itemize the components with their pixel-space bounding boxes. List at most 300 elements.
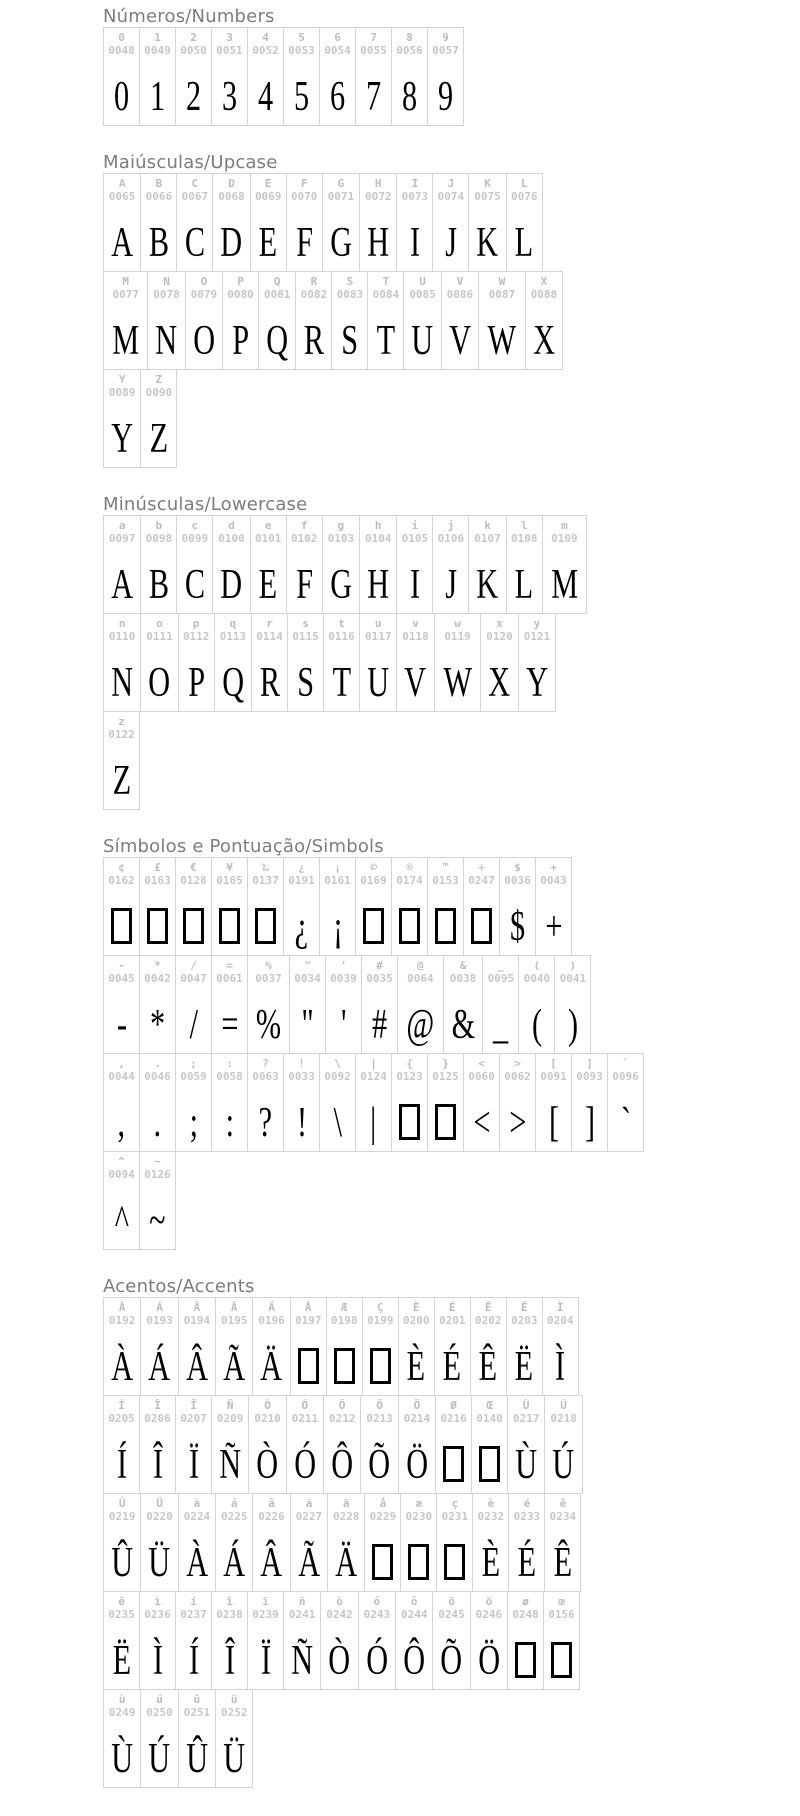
glyph-area: [145, 545, 173, 613]
glyph: <: [472, 1100, 491, 1146]
cell-char-label: Ó: [301, 1399, 309, 1412]
cell-code-label: 0056: [396, 44, 423, 57]
missing-glyph-box: [435, 1104, 456, 1140]
cell-code-label: 0205: [108, 1412, 135, 1425]
glyph-cell-0165: [211, 857, 248, 956]
glyph: È: [406, 1344, 426, 1390]
cell-code-label: 0218: [550, 1412, 577, 1425]
glyph-area: [435, 1083, 456, 1151]
glyph: Ñ: [219, 1442, 242, 1488]
cell-code-label: 0110: [108, 630, 136, 643]
glyph-area: [107, 203, 137, 271]
cell-code-label: 0047: [180, 972, 207, 985]
cell-code-label: 0090: [145, 386, 173, 399]
glyph: Q: [266, 318, 289, 364]
glyph: >: [508, 1100, 527, 1146]
cell-char-label: Ô: [338, 1399, 346, 1412]
cell-char-label: $: [514, 861, 521, 874]
glyph-cell-0195: [215, 1297, 253, 1396]
cell-code-label: 0066: [145, 190, 173, 203]
glyph-cell-0100: [212, 515, 250, 614]
cell-code-label: 0041: [559, 972, 587, 985]
glyph-area: [255, 887, 276, 955]
glyph-cell-0202: [470, 1297, 507, 1396]
glyph-cell-0077: [103, 271, 148, 370]
glyph-area: [251, 985, 286, 1053]
glyph-cell-0232: [472, 1493, 509, 1592]
glyph-area: [363, 203, 393, 271]
cell-code-label: 0217: [512, 1412, 540, 1425]
glyph-area: [369, 1083, 377, 1151]
cell-code-label: 0101: [254, 532, 282, 545]
cell-code-label: 0117: [364, 630, 392, 643]
glyph-row: [103, 1395, 583, 1494]
cell-char-label: å: [379, 1497, 387, 1510]
glyph-area: [438, 643, 478, 711]
glyph-area: [255, 545, 281, 613]
cell-code-label: 0113: [219, 630, 247, 643]
glyph-area: [146, 1181, 169, 1249]
glyph-cell-0115: [287, 613, 324, 712]
cell-code-label: 0227: [295, 1510, 323, 1523]
cell-char-label: Ç: [376, 1301, 384, 1314]
cell-code-label: 0049: [144, 44, 171, 57]
cell-char-label: B: [155, 177, 163, 190]
cell-char-label: Ê: [484, 1301, 492, 1314]
glyph-area: [408, 203, 422, 271]
glyph-cell-0236: [139, 1591, 176, 1690]
cell-char-label: 6: [334, 31, 341, 44]
cell-char-label: ô: [410, 1595, 418, 1608]
glyph: È: [481, 1540, 501, 1586]
glyph-cell-0045: [103, 955, 140, 1054]
cell-code-label: 0036: [504, 874, 531, 887]
glyph-area: [181, 545, 209, 613]
glyph-area: [299, 985, 316, 1053]
missing-glyph-box: [515, 1642, 536, 1678]
glyph-area: [146, 399, 172, 467]
cell-code-label: 0163: [144, 874, 171, 887]
cell-code-label: 0043: [540, 874, 567, 887]
section-title-accents: Acentos/Accents: [103, 1276, 255, 1297]
cell-code-label: 0083: [336, 288, 364, 301]
glyph-cell-0073: [396, 173, 433, 272]
glyph-cell-0049: [139, 27, 176, 126]
cell-char-label: }: [442, 1057, 449, 1070]
glyph: Q: [221, 660, 244, 706]
glyph-area: [252, 1425, 282, 1493]
missing-glyph-box: [399, 1104, 420, 1140]
glyph-cell-0206: [139, 1395, 176, 1494]
glyph-cell-0120: [480, 613, 518, 712]
cell-char-label: p: [192, 617, 200, 630]
glyph-cell-0083: [331, 271, 368, 370]
glyph: Ê: [553, 1540, 573, 1586]
glyph: Y: [525, 660, 548, 706]
cell-char-label: Z: [155, 373, 163, 386]
cell-code-label: 0082: [300, 288, 328, 301]
glyph-area: [324, 1621, 354, 1689]
cell-char-label: ‰: [262, 861, 269, 874]
glyph-area: [479, 1425, 500, 1493]
glyph-cell-0230: [400, 1493, 437, 1592]
cell-code-label: 0039: [330, 972, 357, 985]
cell-code-label: 0194: [183, 1314, 211, 1327]
glyph-area: [553, 1327, 567, 1395]
glyph: Ã: [223, 1344, 246, 1390]
cell-code-label: 0058: [216, 1070, 243, 1083]
glyph-area: [444, 1523, 465, 1591]
glyph-cell-0066: [140, 173, 177, 272]
missing-glyph-box: [471, 908, 492, 944]
cell-char-label: O: [200, 275, 208, 288]
cell-char-label: Û: [118, 1497, 126, 1510]
cell-code-label: 0067: [181, 190, 209, 203]
glyph: [: [548, 1100, 559, 1146]
glyph: Ú: [148, 1736, 171, 1782]
glyph: :: [225, 1100, 234, 1146]
glyph-area: [363, 887, 384, 955]
glyph: Ò: [256, 1442, 279, 1488]
cell-code-label: 0078: [153, 288, 180, 301]
glyph: ": [301, 1002, 314, 1048]
cell-code-label: 0057: [432, 44, 459, 57]
glyph-row: [103, 1591, 580, 1690]
cell-char-label: R: [310, 275, 318, 288]
cell-code-label: 0071: [327, 190, 355, 203]
glyph-area: [332, 1083, 344, 1151]
glyph-area: [470, 1083, 494, 1151]
cell-char-label: q: [229, 617, 237, 630]
glyph-cell-0037: [247, 955, 290, 1054]
glyph-cell-0034: [289, 955, 326, 1054]
glyph-cell-0065: [103, 173, 141, 272]
cell-code-label: 0226: [258, 1510, 285, 1523]
glyph-area: [291, 57, 312, 125]
glyph-area: [183, 57, 204, 125]
glyph-cell-0098: [140, 515, 177, 614]
glyph-cell-0064: [397, 955, 444, 1054]
glyph: ): [567, 1002, 578, 1048]
glyph-cell-0076: [506, 173, 543, 272]
cell-code-label: 0236: [144, 1608, 171, 1621]
cell-char-label: ": [304, 959, 311, 972]
cell-char-label: ™: [442, 861, 449, 874]
glyph-area: [144, 1719, 174, 1787]
cell-char-label: {: [406, 1057, 413, 1070]
cell-code-label: 0220: [146, 1510, 173, 1523]
glyph-cell-0200: [398, 1297, 435, 1396]
cell-code-label: 0195: [220, 1314, 248, 1327]
glyph-cell-0203: [506, 1297, 543, 1396]
cell-char-label: Y: [118, 373, 126, 386]
cell-code-label: 0120: [486, 630, 513, 643]
glyph-cell-0194: [178, 1297, 216, 1396]
glyph-area: [478, 1523, 504, 1591]
cell-char-label: ): [569, 959, 577, 972]
glyph-cell-0251: [178, 1689, 216, 1788]
glyph-area: [334, 1327, 355, 1395]
cell-char-label: Q: [273, 275, 281, 288]
glyph: Á: [148, 1344, 171, 1390]
missing-glyph-box: [551, 1642, 572, 1678]
cell-code-label: 0064: [407, 972, 434, 985]
glyph-area: [471, 887, 492, 955]
cell-code-label: 0124: [360, 1070, 387, 1083]
cell-code-label: 0087: [488, 288, 516, 301]
glyph: Û: [185, 1736, 208, 1782]
glyph-cell-0125: [427, 1053, 464, 1152]
glyph-cell-0094: [103, 1151, 140, 1250]
glyph-area: [372, 1523, 393, 1591]
section-title-numbers: Números/Numbers: [103, 6, 275, 27]
glyph-area: [401, 985, 440, 1053]
cell-char-label: G: [337, 177, 345, 190]
glyph-area: [147, 57, 168, 125]
cell-char-label: &: [459, 959, 467, 972]
cell-char-label: n: [118, 617, 126, 630]
cell-code-label: 0080: [227, 288, 254, 301]
glyph: Ú: [552, 1442, 575, 1488]
cell-char-label: 2: [190, 31, 197, 44]
cell-code-label: 0250: [146, 1706, 173, 1719]
cell-char-label: =: [226, 959, 233, 972]
cell-code-label: 0091: [540, 1070, 567, 1083]
glyph-cell-0104: [359, 515, 397, 614]
glyph-cell-0231: [436, 1493, 473, 1592]
glyph-cell-0090: [140, 369, 177, 468]
glyph: ~: [149, 1198, 166, 1244]
cell-char-label: f: [300, 519, 308, 532]
cell-char-label: ,: [118, 1057, 125, 1070]
cell-code-label: 0229: [369, 1510, 397, 1523]
glyph-area: [373, 301, 399, 369]
cell-char-label: Ù: [522, 1399, 530, 1412]
glyph-cell-0204: [542, 1297, 579, 1396]
cell-code-label: 0234: [549, 1510, 577, 1523]
cell-char-label: û: [193, 1693, 201, 1706]
glyph: I: [409, 220, 420, 266]
glyph-area: [400, 643, 430, 711]
cell-char-label: ©: [370, 861, 377, 874]
glyph: @: [406, 1002, 435, 1048]
glyph-cell-0044: [103, 1053, 140, 1152]
glyph: *: [149, 1002, 166, 1048]
glyph-table-upcase: [103, 173, 800, 468]
glyph: D: [220, 220, 243, 266]
glyph-area: [147, 887, 168, 955]
glyph-cell-0056: [391, 27, 428, 126]
glyph-row: [103, 27, 464, 126]
glyph-cell-0048: [103, 27, 140, 126]
glyph: /: [189, 1002, 198, 1048]
cell-char-label: [: [550, 1057, 557, 1070]
cell-code-label: 0093: [576, 1070, 603, 1083]
glyph: 4: [257, 74, 274, 120]
cell-char-label: ÷: [478, 861, 485, 874]
glyph-cell-0218: [544, 1395, 582, 1494]
cell-char-label: A: [118, 177, 126, 190]
cell-char-label: +: [550, 861, 557, 874]
glyph-area: [514, 1523, 540, 1591]
glyph: 9: [437, 74, 454, 120]
glyph-area: [111, 57, 132, 125]
glyph-area: [551, 1621, 572, 1689]
glyph-area: [507, 887, 528, 955]
cell-char-label: L: [520, 177, 528, 190]
glyph-area: [300, 301, 328, 369]
cell-char-label: /: [190, 959, 197, 972]
glyph: (: [531, 1002, 542, 1048]
glyph-cell-0052: [247, 27, 284, 126]
glyph: O: [192, 318, 215, 364]
glyph-cell-0061: [211, 955, 248, 1054]
glyph-area: [474, 1621, 504, 1689]
glyph-area: [109, 741, 135, 809]
section-lowercase: [103, 494, 800, 810]
cell-code-label: 0077: [112, 288, 139, 301]
glyph-area: [182, 1719, 212, 1787]
cell-code-label: 0214: [403, 1412, 431, 1425]
cell-code-label: 0213: [366, 1412, 393, 1425]
glyph: Ã: [297, 1540, 320, 1586]
section-title-upcase: Maiúsculas/Upcase: [103, 152, 278, 173]
cell-code-label: 0174: [396, 874, 423, 887]
cell-char-label: £: [154, 861, 161, 874]
glyph-cell-0163: [139, 857, 176, 956]
glyph: É: [517, 1540, 537, 1586]
glyph-area: [219, 1523, 249, 1591]
glyph: Í: [116, 1442, 127, 1488]
cell-code-label: 0212: [328, 1412, 356, 1425]
cell-code-label: 0079: [190, 288, 218, 301]
glyph: Ó: [293, 1442, 316, 1488]
glyph-cell-0093: [571, 1053, 608, 1152]
cell-char-label: Ö: [413, 1399, 421, 1412]
cell-char-label: ~: [154, 1155, 161, 1168]
cell-code-label: 0162: [108, 874, 135, 887]
glyph: M: [550, 562, 578, 608]
glyph: Ï: [188, 1442, 199, 1488]
glyph: Î: [224, 1638, 235, 1684]
cell-char-label: E: [264, 177, 272, 190]
glyph: C: [184, 562, 205, 608]
glyph-area: [144, 1327, 174, 1395]
cell-code-label: 0084: [372, 288, 400, 301]
glyph-area: [548, 1425, 578, 1493]
glyph: Ë: [112, 1638, 131, 1684]
glyph-area: [550, 1523, 576, 1591]
glyph-cell-0220: [140, 1493, 178, 1592]
glyph: Ì: [152, 1638, 163, 1684]
glyph-area: [147, 985, 168, 1053]
glyph-row: [103, 1689, 253, 1788]
glyph: K: [476, 562, 499, 608]
glyph-area: [511, 545, 537, 613]
missing-glyph-box: [443, 1446, 464, 1482]
glyph: _: [493, 1002, 509, 1048]
glyph-row: [103, 613, 556, 712]
cell-code-label: 0106: [437, 532, 465, 545]
glyph-area: [255, 203, 281, 271]
glyph: B: [148, 220, 169, 266]
glyph-area: [144, 643, 174, 711]
glyph-cell-0042: [139, 955, 176, 1054]
cell-code-label: 0108: [510, 532, 538, 545]
glyph-area: [255, 57, 276, 125]
glyph-area: [188, 1083, 200, 1151]
glyph-area: [109, 1621, 135, 1689]
cell-code-label: 0156: [548, 1608, 575, 1621]
glyph-area: [262, 301, 292, 369]
cell-code-label: 0137: [252, 874, 279, 887]
cell-char-label: È: [412, 1301, 420, 1314]
glyph: P: [187, 660, 205, 706]
glyph-area: [546, 545, 583, 613]
glyph-cell-0124: [355, 1053, 392, 1152]
cell-code-label: 0246: [475, 1608, 503, 1621]
cell-char-label: á: [230, 1497, 238, 1510]
cell-code-label: 0237: [180, 1608, 207, 1621]
cell-code-label: 0061: [216, 972, 243, 985]
cell-code-label: 0242: [326, 1608, 353, 1621]
glyph-area: [187, 1425, 201, 1493]
glyph: Z: [149, 416, 169, 462]
cell-char-label: w: [454, 617, 461, 630]
cell-char-label: ë: [118, 1595, 125, 1608]
glyph-area: [185, 643, 208, 711]
glyph-cell-0081: [258, 271, 296, 370]
cell-char-label: €: [190, 861, 197, 874]
glyph-area: [566, 985, 580, 1053]
glyph: Ä: [335, 1540, 358, 1586]
cell-code-label: 0232: [477, 1510, 505, 1523]
glyph: Ü: [223, 1736, 246, 1782]
glyph-area: [515, 1621, 536, 1689]
glyph-cell-0033: [283, 1053, 320, 1152]
glyph-cell-0111: [140, 613, 178, 712]
cell-char-label: S: [346, 275, 354, 288]
glyph-cell-0038: [443, 955, 484, 1054]
glyph: R: [259, 660, 280, 706]
glyph-area: [224, 1083, 236, 1151]
glyph-table-symbols: [103, 857, 800, 1250]
cell-code-label: 0040: [523, 972, 551, 985]
cell-code-label: 0244: [400, 1608, 428, 1621]
glyph-area: [529, 301, 559, 369]
glyph: W: [487, 318, 517, 364]
glyph: ;: [189, 1100, 198, 1146]
cell-char-label: Õ: [376, 1399, 383, 1412]
glyph: T: [332, 660, 351, 706]
glyph: Ê: [478, 1344, 498, 1390]
cell-char-label: 0: [118, 31, 125, 44]
glyph-area: [223, 1621, 237, 1689]
glyph: Ö: [477, 1638, 500, 1684]
glyph-area: [107, 399, 137, 467]
missing-glyph-box: [372, 1544, 393, 1580]
glyph-cell-0174: [391, 857, 428, 956]
cell-code-label: 0206: [144, 1412, 171, 1425]
glyph-cell-0116: [323, 613, 360, 712]
glyph-area: [408, 1523, 429, 1591]
cell-char-label: À: [118, 1301, 126, 1314]
cell-char-label: ø: [522, 1595, 529, 1608]
glyph-area: [439, 1327, 465, 1395]
glyph-area: [445, 301, 475, 369]
glyph-cell-0082: [295, 271, 332, 370]
glyph-cell-0118: [396, 613, 434, 712]
